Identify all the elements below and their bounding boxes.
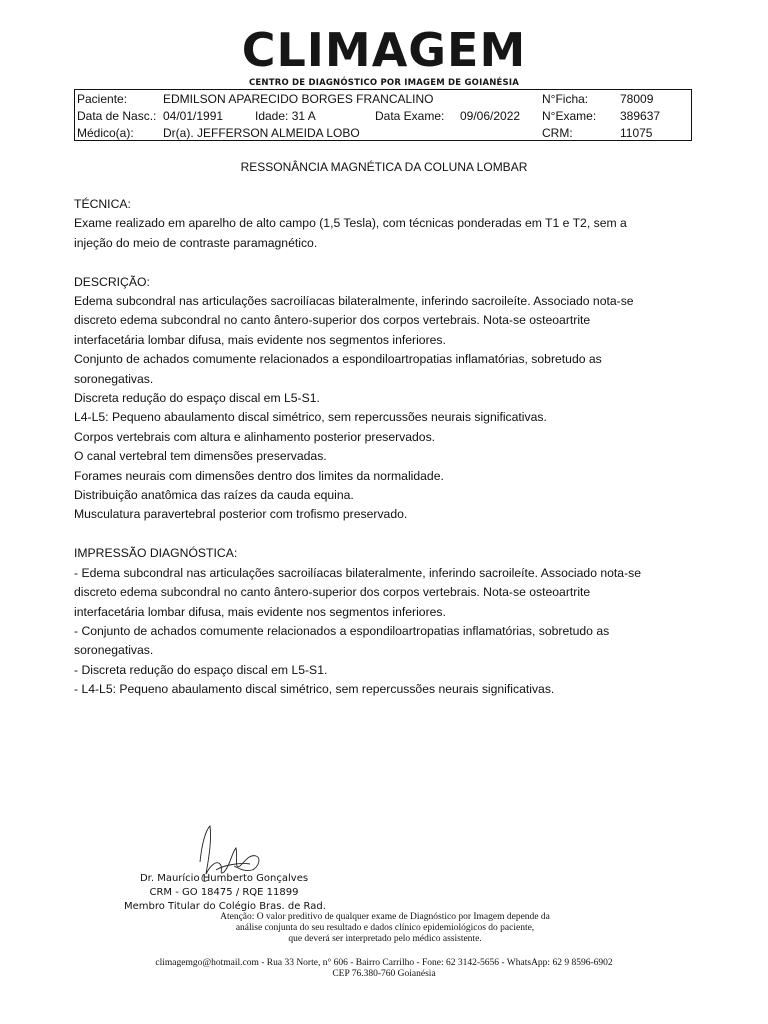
- age-text: Idade: 31 A: [255, 109, 316, 123]
- exam-date-label: Data Exame:: [375, 109, 445, 123]
- impressao-line: - L4-L5: Pequeno abaulamento discal simétrico, sem repercussões neurais significativas.: [74, 682, 555, 697]
- descricao-line: Conjunto de achados comumente relacionados a espondiloartropatias inflamatórias, sobretudo as: [74, 352, 602, 367]
- birth-label: Data de Nasc.:: [77, 109, 157, 123]
- descricao-line: Discreta redução do espaço discal em L5-S1.: [74, 391, 320, 406]
- page-footer: [100, 958, 668, 980]
- impressao-line: discreto edema subcondral no canto ântero-superior dos corpos vertebrais. Nota-se osteoartrite: [74, 585, 591, 600]
- disclaimer-notice: [160, 912, 610, 945]
- descricao-line: Distribuição anatômica das raízes da cauda equina.: [74, 488, 354, 503]
- exam-number-label: N°Exame:: [542, 109, 597, 123]
- descricao-line: O canal vertebral tem dimensões preservadas.: [74, 449, 327, 464]
- descricao-line: L4-L5: Pequeno abaulamento discal simétrico, sem repercussões neurais significativas.: [74, 410, 547, 425]
- clinic-logo: [0, 24, 768, 76]
- patient-label: Paciente:: [77, 92, 128, 106]
- logo-subtitle: CENTRO DE DIAGNÓSTICO POR IMAGEM DE GOIANÉSIA: [248, 78, 520, 88]
- descricao-line: Forames neurais com dimensões dentro dos limites da normalidade.: [74, 468, 444, 483]
- descricao-line: Edema subcondral nas articulações sacroilíacas bilateralmente, inferindo sacroileíte. Associado nota-se: [74, 294, 634, 309]
- notice-line: análise conjunta do seu resultado e dados clínico epidemiológicos do paciente,: [235, 923, 535, 933]
- ficha-label: N°Ficha:: [542, 92, 589, 106]
- descricao-line: discreto edema subcondral no canto ântero-superior dos corpos vertebrais. Nota-se osteoartrite: [74, 313, 591, 328]
- crm-label: CRM:: [542, 126, 573, 140]
- logo-wordmark: CLIMAGEM: [241, 23, 527, 77]
- descricao-heading: DESCRIÇÃO:: [74, 274, 150, 289]
- impressao-heading: IMPRESSÃO DIAGNÓSTICA:: [74, 546, 238, 561]
- footer-address: CEP 76.380-760 Goianésia: [332, 969, 436, 979]
- impressao-line: - Discreta redução do espaço discal em L5-S1.: [74, 662, 328, 677]
- footer-contact: climagemgo@hotmail.com - Rua 33 Norte, n° 606 - Bairro Carrilho - Fone: 62 3142-5656 - WhatsApp: 62 9 8596-6902: [155, 958, 613, 968]
- report-title: RESSONÂNCIA MAGNÉTICA DA COLUNA LOMBAR: [240, 160, 528, 174]
- impressao-line: - Conjunto de achados comumente relacionados a espondiloartropatias inflamatórias, sobretudo as: [74, 623, 610, 638]
- exam-number-value: 389637: [620, 109, 661, 123]
- notice-line: que deverá ser interpretado pelo médico assistente.: [288, 934, 482, 944]
- patient-name: EDMILSON APARECIDO BORGES FRANCALINO: [163, 92, 434, 106]
- tecnica-heading: TÉCNICA:: [74, 197, 131, 211]
- descricao-line: soronegativas.: [74, 371, 154, 386]
- signer-name: Dr. Maurício Humberto Gonçalves: [139, 873, 309, 884]
- signer-block: [124, 872, 324, 914]
- ficha-value: 78009: [620, 92, 654, 106]
- descricao-line: interfacetária lombar difusa, mais evidente nos segmentos inferiores.: [74, 332, 446, 347]
- notice-line: Atenção: O valor preditivo de qualquer exame de Diagnóstico por Imagem depende da: [220, 912, 550, 922]
- impressao-line: soronegativas.: [74, 643, 154, 658]
- tecnica-line: injeção do meio de contraste paramagnético.: [74, 235, 318, 250]
- impressao-line: interfacetária lombar difusa, mais evidente nos segmentos inferiores.: [74, 604, 446, 619]
- report-body: [74, 195, 734, 700]
- signer-crm: CRM - GO 18475 / RQE 11899: [149, 887, 299, 898]
- tecnica-line: Exame realizado em aparelho de alto campo (1,5 Tesla), com técnicas ponderadas em T1 e T2, sem a: [74, 216, 627, 231]
- crm-value: 11075: [620, 126, 653, 140]
- descricao-line: Musculatura paravertebral posterior com trofismo preservado.: [74, 507, 408, 522]
- doctor-label: Médico(a):: [77, 126, 134, 140]
- patient-info-box: [74, 89, 692, 141]
- birth-value: 04/01/1991: [163, 109, 224, 123]
- descricao-line: Corpos vertebrais com altura e alinhamento posterior preservados.: [74, 429, 436, 444]
- signer-title: Membro Titular do Colégio Bras. de Rad.: [124, 901, 326, 912]
- exam-date-value: 09/06/2022: [460, 109, 521, 123]
- doctor-value: Dr(a). JEFFERSON ALMEIDA LOBO: [163, 126, 360, 140]
- impressao-line: - Edema subcondral nas articulações sacroilíacas bilateralmente, inferindo sacroileíte. Associado nota-se: [74, 565, 642, 580]
